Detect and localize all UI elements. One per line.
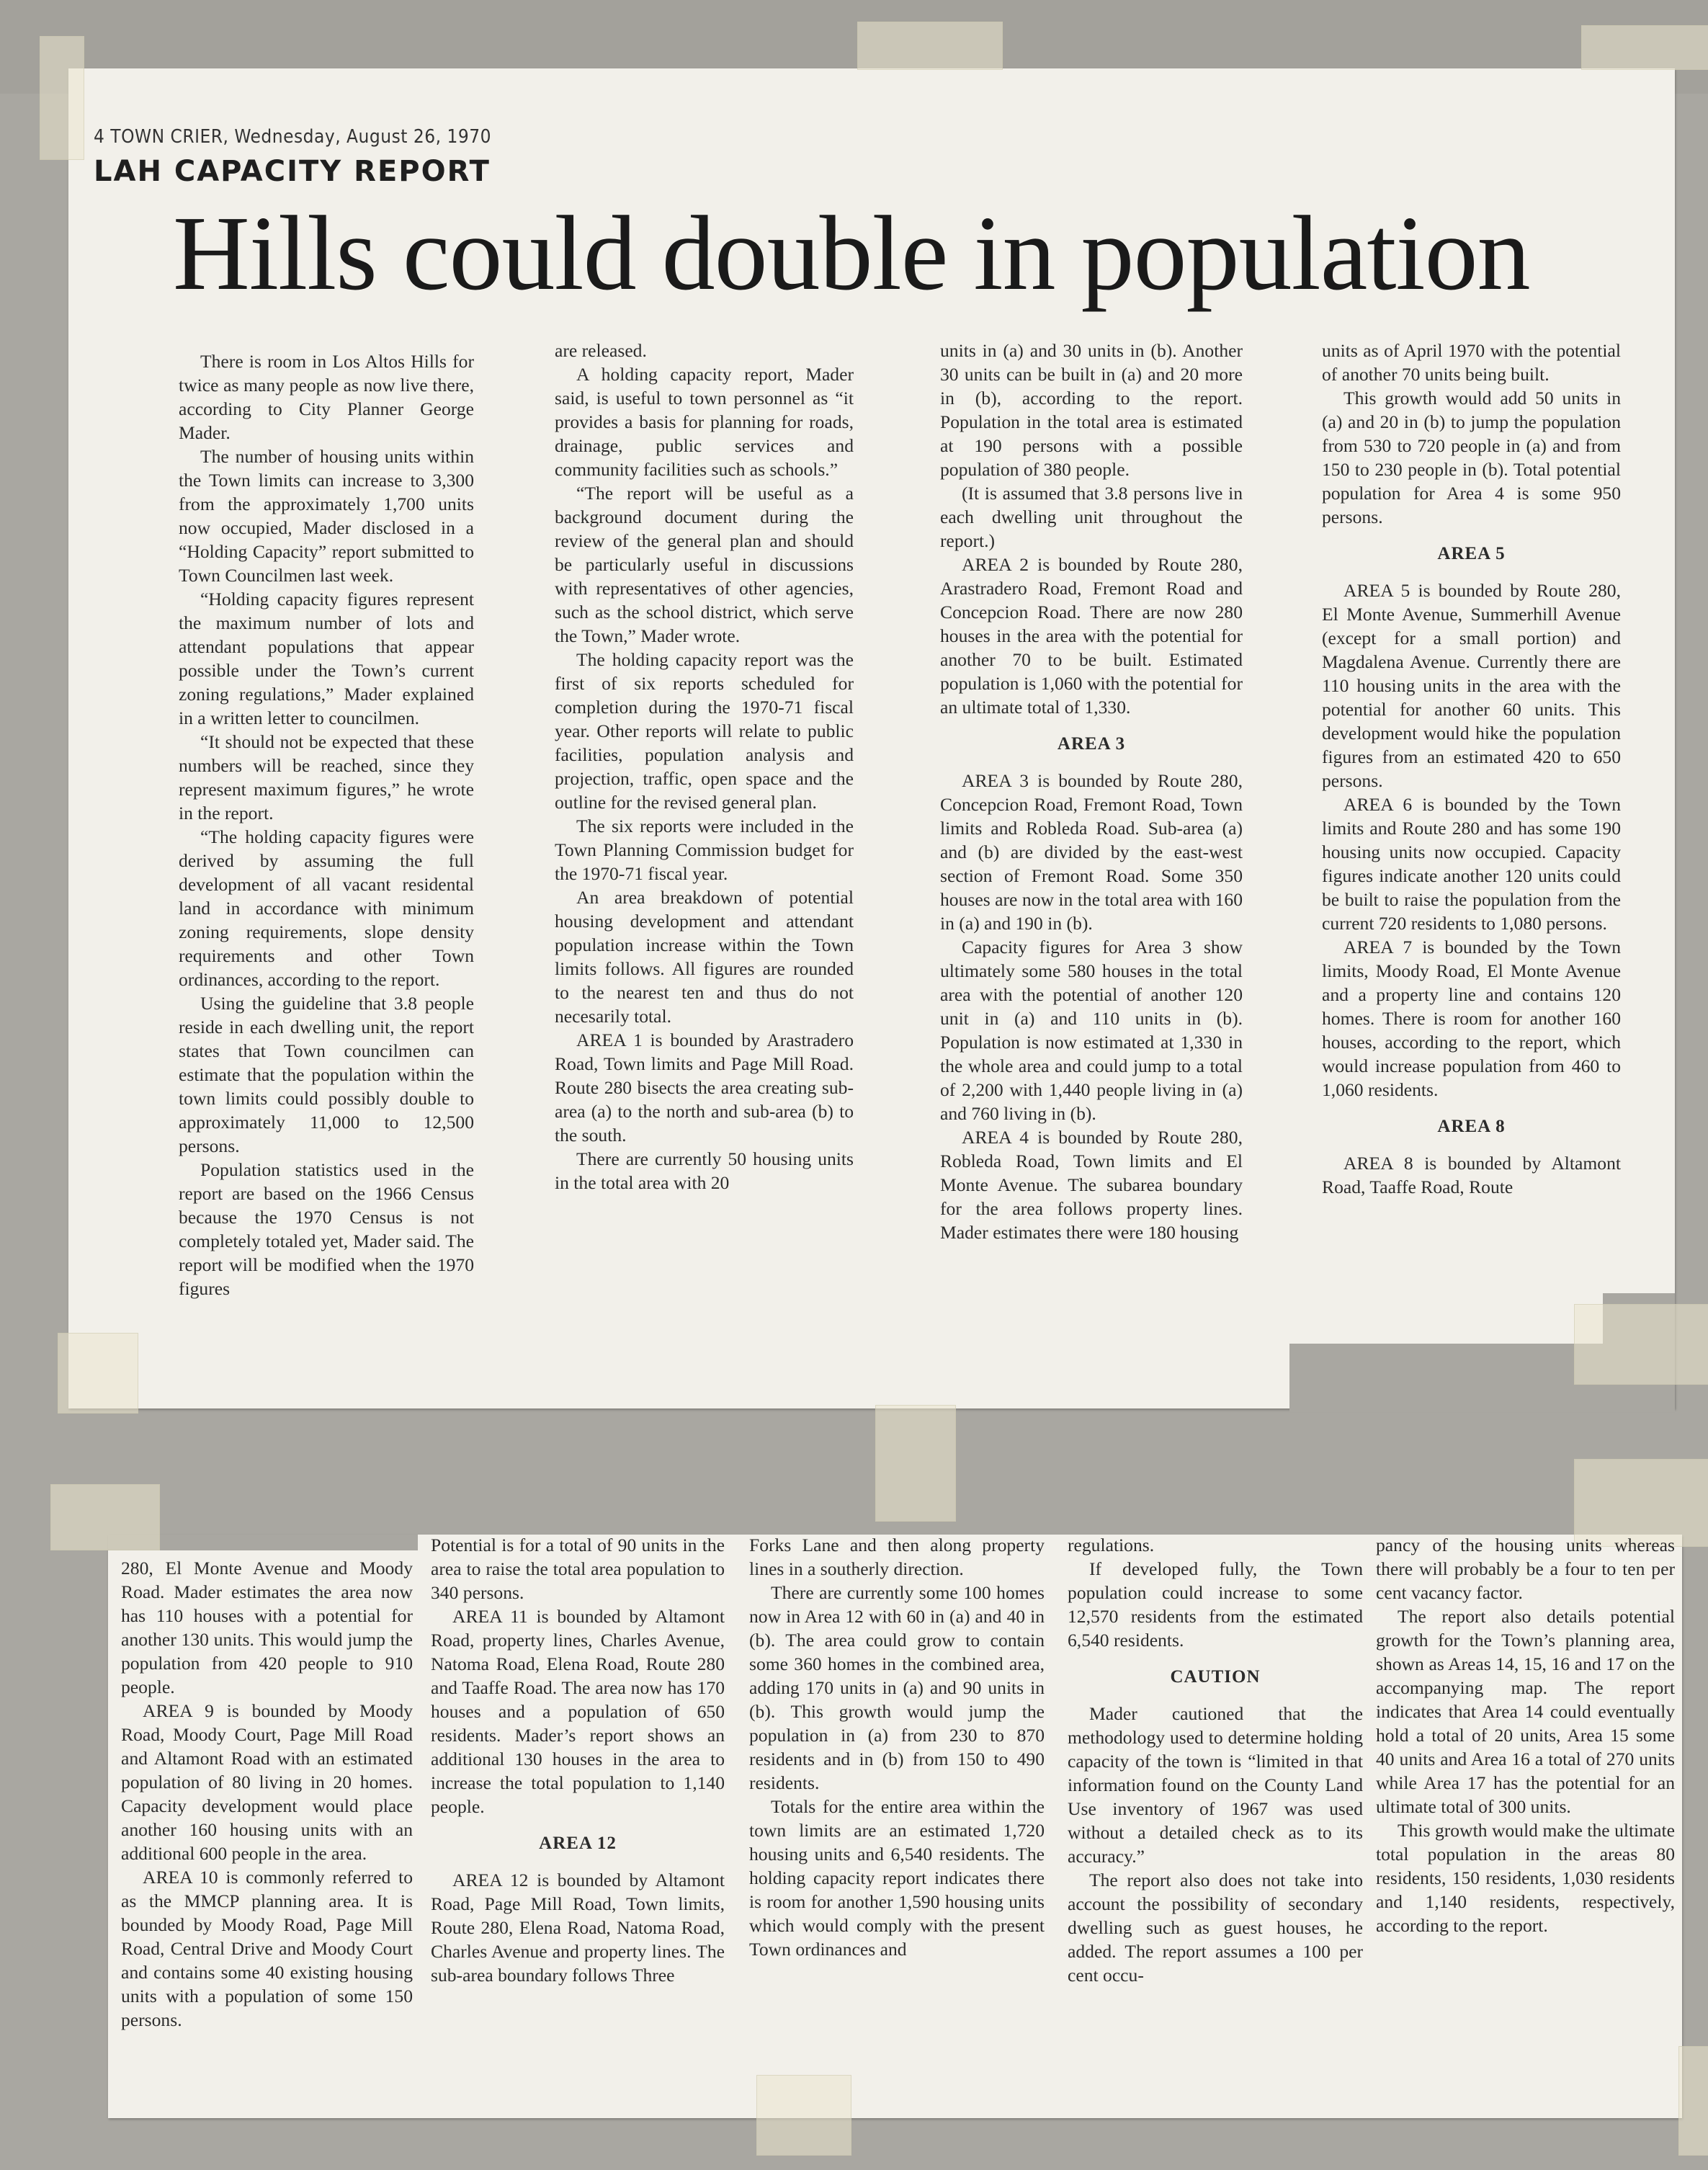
paragraph: “The report will be useful as a background document during the review of the general plan and should be particularly useful in discussions with representatives of other agencies, such as the school district, which serve the Town,” Mader wrote. (555, 483, 854, 646)
paragraph: AREA 6 is bounded by the Town limits and Route 280 and has some 190 housing units now occupied. Capacity figures indicate another 120 units could be built to raise the population from the current 720 residents to 1,080 persons. (1322, 794, 1621, 934)
tape-strip (756, 2075, 851, 2156)
tape-strip (50, 1484, 160, 1550)
article-column-3 (940, 339, 1243, 1244)
article-column-4 (1322, 339, 1621, 1199)
continued-column-5 (1376, 1533, 1675, 1937)
paragraph: AREA 9 is bounded by Moody Road, Moody Court, Page Mill Road and Altamont Road with an estimated population of 80 living in 20 homes. Capacity development would place another 160 housing units with an additional 600 people in the area. (121, 1700, 413, 1864)
paragraph: AREA 11 is bounded by Altamont Road, property lines, Charles Avenue, Natoma Road, Elena Road, Route 280 and Taaffe Road. The area now has 170 houses and a population of 650 residents. Mader’s report shows an additional 130 houses in the area to increase the total population to 1,140 people. (431, 1606, 725, 1817)
paragraph: AREA 3 is bounded by Route 280, Concepcion Road, Fremont Road, Town limits and Robleda Road. Sub-area (a) and (b) are divided by the east-west section of Fremont Road. Some 350 houses are now in the total area with 160 in (a) and 190 in (b). (940, 770, 1243, 934)
paragraph: “The holding capacity figures were derived by assuming the full development of all vacant residental land in accordance with minimum zoning requirements, slope density requirements and other Town ordinances, according to the report. (179, 826, 474, 990)
paragraph: Population statistics used in the report are based on the 1966 Census because the 1970 Census is not completely totaled yet, Mader said. The report will be modified when the 1970 figures (179, 1159, 474, 1299)
subheading-area-12: AREA 12 (539, 1834, 617, 1853)
paragraph: The report also does not take into account the possibility of secondary dwelling such as guest houses, he added. The report assumes a 100 per cent occu- (1068, 1870, 1363, 1986)
article-column-1 (179, 349, 474, 1300)
paragraph: The holding capacity report was the first of six reports scheduled for completion during the 1970-71 fiscal year. Other reports will relate to public facilities, population analysis and projection, traffic, open space and the outline for the revised general plan. (555, 649, 854, 813)
paragraph: units as of April 1970 with the potential of another 70 units being built. (1322, 340, 1621, 385)
paragraph: regulations. (1068, 1535, 1155, 1555)
subheading-caution: CAUTION (1170, 1667, 1261, 1687)
article-column-2 (555, 339, 854, 1195)
continued-column-4 (1068, 1533, 1363, 1987)
subheading-area-3: AREA 3 (1057, 734, 1126, 754)
subheading-area-5: AREA 5 (1437, 544, 1506, 563)
tape-strip (857, 22, 1003, 70)
paragraph: 280, El Monte Avenue and Moody Road. Mader estimates the area now has 110 houses with a potential for another 130 units. This would jump the population from 420 people to 910 people. (121, 1558, 413, 1697)
paragraph: This growth would make the ultimate total population in the areas 80 residents, 150 residents, 1,030 residents and 1,140 residents, respectively, according to the report. (1376, 1820, 1675, 1936)
paragraph: AREA 10 is commonly referred to as the MMCP planning area. It is bounded by Moody Road, Page Mill Road, Central Drive and Moody Court and contains some 40 existing housing units with a population of some 150 persons. (121, 1867, 413, 2030)
paragraph: An area breakdown of potential housing development and attendant population increase within the Town limits follows. All figures are rounded to the nearest ten and thus do not necesarily total. (555, 887, 854, 1027)
tape-strip (1581, 25, 1708, 70)
paragraph: A holding capacity report, Mader said, is useful to town personnel as “it provides a basis for planning for roads, drainage, public services and community facilities such as schools.” (555, 364, 854, 480)
paragraph: The number of housing units within the Town limits can increase to 3,300 from the approximately 1,700 units now occupied, Mader disclosed in a “Holding Capacity” report submitted to Town Councilmen last week. (179, 446, 474, 586)
paragraph: This growth would add 50 units in (a) and 20 in (b) to jump the population from 530 to 720 people in (a) and from 150 to 230 people in (b). Total potential population for Area 4 is some 950 persons. (1322, 388, 1621, 527)
paragraph: Using the guideline that 3.8 people reside in each dwelling unit, the report states that Town councilmen can estimate that the population within the town limits could possibly double to approximately 11,000 to 12,500 persons. (179, 993, 474, 1156)
paragraph: AREA 2 is bounded by Route 280, Arastradero Road, Fremont Road and Concepcion Road. There are now 280 houses in the area with the potential for another 70 to be built. Estimated population is 1,060 with the potential for an ultimate total of 1,330. (940, 554, 1243, 718)
paragraph: Potential is for a total of 90 units in the area to raise the total area population to 340 persons. (431, 1535, 725, 1603)
paragraph: “Holding capacity figures represent the maximum number of lots and attendant populations that appear possible under the Town’s current zoning regulations,” Mader explained in a written letter to councilmen. (179, 589, 474, 728)
tape-strip (58, 1333, 138, 1414)
section-kicker: LAH CAPACITY REPORT (94, 155, 491, 188)
paragraph: There are currently 50 housing units in the total area with 20 (555, 1148, 854, 1193)
paragraph: There are currently some 100 homes now in Area 12 with 60 in (a) and 40 in (b). The area could grow to contain some 360 homes in the combined area, adding 170 units in (a) and 90 units in (b). This growth would jump the population in (a) from 230 to 870 residents and in (b) from 150 to 490 residents. (749, 1582, 1045, 1793)
paragraph: are released. (555, 340, 647, 361)
masthead-line: 4 TOWN CRIER, Wednesday, August 26, 1970 (94, 126, 491, 148)
tape-strip (1574, 1304, 1708, 1385)
paragraph: AREA 1 is bounded by Arastradero Road, Town limits and Page Mill Road. Route 280 bisects the area creating sub-area (a) to the north and sub-area (b) to the south. (555, 1030, 854, 1146)
tape-strip (1678, 2046, 1708, 2156)
paragraph: Forks Lane and then along property lines in a southerly direction. (749, 1535, 1045, 1579)
paragraph: pancy of the housing units whereas there will probably be a four to ten per cent vacancy factor. (1376, 1535, 1675, 1603)
paragraph: AREA 8 is bounded by Altamont Road, Taaffe Road, Route (1322, 1153, 1621, 1197)
paragraph: If developed fully, the Town population could increase to some 12,570 residents from the estimated 6,540 residents. (1068, 1558, 1363, 1651)
paragraph: AREA 7 is bounded by the Town limits, Moody Road, El Monte Avenue and a property line and contains 120 homes. There is room for another 160 houses, according to the report, which would increase population from 460 to 1,060 residents. (1322, 937, 1621, 1100)
paragraph: Mader cautioned that the methodology used to determine holding capacity of the town is “limited in that information found on the County Land Use inventory of 1967 was used without a detailed check as to its accuracy.” (1068, 1703, 1363, 1867)
paragraph: Capacity figures for Area 3 show ultimately some 580 houses in the total area with the potential of another 120 unit in (a) and 110 units in (b). Population is now estimated at 1,330 in the whole area and could jump to a total of 2,200 with 1,440 people living in (a) and 760 living in (b). (940, 937, 1243, 1124)
paragraph: “It should not be expected that these numbers will be reached, since they represent maximum figures,” he wrote in the report. (179, 731, 474, 823)
paragraph: There is room in Los Altos Hills for twice as many people as now live there, according to City Planner George Mader. (179, 351, 474, 443)
tape-strip (40, 36, 84, 160)
subheading-area-8: AREA 8 (1437, 1117, 1506, 1136)
continued-column-1 (121, 1556, 413, 2032)
paragraph: AREA 12 is bounded by Altamont Road, Page Mill Road, Town limits, Route 280, Elena Road, Natoma Road, Charles Avenue and property lines. The sub-area boundary follows Three (431, 1870, 725, 1986)
headline: Hills could double in population (173, 195, 1530, 313)
clipping-top-cut (1289, 1344, 1603, 1412)
continued-column-2 (431, 1533, 725, 1987)
paragraph: AREA 4 is bounded by Route 280, Robleda Road, Town limits and El Monte Avenue. The subarea boundary for the area follows property lines. Mader estimates there were 180 housing (940, 1127, 1243, 1243)
tape-strip (875, 1405, 956, 1522)
paragraph: AREA 5 is bounded by Route 280, El Monte Avenue, Summerhill Avenue (except for a small portion) and Magdalena Avenue. Currently there are 110 housing units in the area with the potential for another 60 units. This development would hike the population figures from an estimated 420 to 650 persons. (1322, 580, 1621, 791)
paragraph: The six reports were included in the Town Planning Commission budget for the 1970-71 fiscal year. (555, 816, 854, 884)
paragraph: (It is assumed that 3.8 persons live in each dwelling unit throughout the report.) (940, 483, 1243, 551)
continued-column-3 (749, 1533, 1045, 1961)
paragraph: units in (a) and 30 units in (b). Another 30 units can be built in (a) and 20 more in (b), according to the report. Population in the total area is estimated at 190 persons with a possible population of 380 people. (940, 340, 1243, 480)
paragraph: Totals for the entire area within the town limits are an estimated 1,720 housing units and 6,540 residents. The holding capacity report indicates there is room for another 1,590 housing units which would comply with the present Town ordinances and (749, 1796, 1045, 1960)
paragraph: The report also details potential growth for the Town’s planning area, shown as Areas 14, 15, 16 and 17 on the accompanying map. The report indicates that Area 14 could eventually hold a total of 20 units, Area 15 some 40 units and Area 16 a total of 270 units while Area 17 has the potential for an ultimate total of 300 units. (1376, 1606, 1675, 1817)
